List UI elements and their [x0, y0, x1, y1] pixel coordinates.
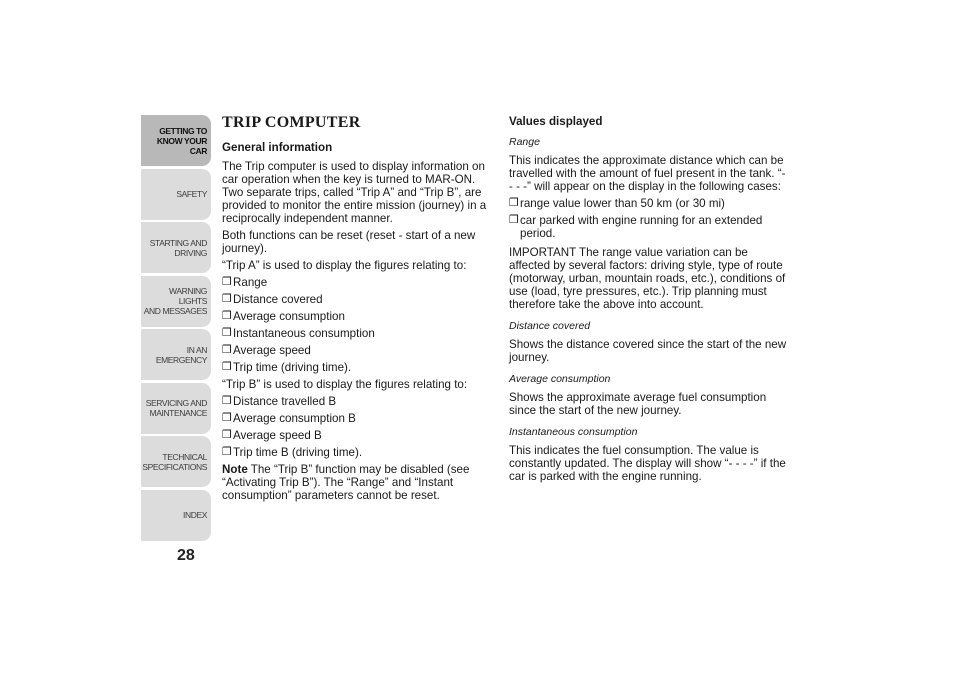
list-item-text: Average consumption — [233, 310, 345, 323]
range-subheading: Range — [509, 136, 540, 148]
general-paragraph-1: The Trip computer is used to display information on car operation when the key is turned to MAR-ON. Two separate trips, called “Trip A” and “Trip B”, are provided to monitor the entire mission (journey) in a reciprocally independent manner. — [222, 160, 487, 225]
list-item — [222, 446, 490, 459]
list-item — [222, 276, 490, 289]
list-item — [222, 293, 490, 306]
list-item — [222, 361, 490, 374]
list-item — [509, 197, 789, 210]
checkbox-bullet-icon: ❒ — [222, 276, 232, 288]
note-paragraph — [222, 463, 490, 502]
right-column — [509, 112, 789, 487]
trip-b-intro: “Trip B” is used to display the figures relating to: — [222, 378, 468, 391]
list-item-text: Instantaneous consumption — [233, 327, 375, 340]
tab-technical-specifications[interactable]: TECHNICAL SPECIFICATIONS — [141, 436, 211, 487]
page-title: TRIP COMPUTER — [222, 114, 361, 131]
checkbox-bullet-icon: ❒ — [222, 412, 232, 424]
tab-index[interactable]: INDEX — [141, 490, 211, 541]
checkbox-bullet-icon: ❒ — [222, 310, 232, 322]
tab-starting-and-driving[interactable]: STARTING AND DRIVING — [141, 222, 211, 273]
list-item-text: car parked with engine running for an extended period. — [520, 214, 763, 240]
checkbox-bullet-icon: ❒ — [222, 429, 232, 441]
instantaneous-consumption-subheading: Instantaneous consumption — [509, 426, 638, 438]
distance-covered-paragraph: Shows the distance covered since the start of the new journey. — [509, 338, 787, 364]
important-paragraph: IMPORTANT The range value variation can be affected by several factors: driving style, type of route (motorway, urban, mountain roads, etc.), conditions of use (load, tyre pressures, etc.). Trip planning must therefore take the above into account. — [509, 246, 786, 311]
list-item-text: Trip time (driving time). — [233, 361, 352, 374]
tab-getting-to-know-your-car[interactable]: GETTING TO KNOW YOUR CAR — [141, 115, 211, 166]
tab-servicing[interactable]: SERVICING AND MAINTENANCE — [141, 383, 211, 434]
note-label: Note — [222, 463, 248, 476]
trip-a-intro: “Trip A” is used to display the figures relating to: — [222, 259, 467, 272]
checkbox-bullet-icon: ❒ — [509, 214, 519, 226]
range-paragraph: This indicates the approximate distance which can be travelled with the amount of fuel present in the tank. “- - - -” will appear on the display in the following cases: — [509, 154, 786, 193]
list-item-text: Trip time B (driving time). — [233, 446, 363, 459]
checkbox-bullet-icon: ❒ — [509, 197, 519, 209]
instantaneous-consumption-paragraph: This indicates the fuel consumption. The value is constantly updated. The display will show “- - - -” if the car is parked with the engine running. — [509, 444, 786, 483]
list-item — [222, 344, 490, 357]
list-item-text: Average speed B — [233, 429, 322, 442]
range-list — [509, 197, 789, 240]
checkbox-bullet-icon: ❒ — [222, 293, 232, 305]
general-information-heading: General information — [222, 141, 333, 154]
note-text: The “Trip B” function may be disabled (see “Activating Trip B”). The “Range” and “Instant consumption” parameters cannot be reset. — [222, 463, 470, 502]
list-item — [222, 395, 490, 408]
tab-safety[interactable]: SAFETY — [141, 169, 211, 220]
list-item — [222, 412, 490, 425]
values-displayed-heading: Values displayed — [509, 115, 603, 128]
list-item-text: Distance covered — [233, 293, 323, 306]
list-item — [222, 310, 490, 323]
checkbox-bullet-icon: ❒ — [222, 361, 232, 373]
list-item — [222, 327, 490, 340]
page-number: 28 — [177, 547, 195, 564]
list-item-text: Average consumption B — [233, 412, 356, 425]
checkbox-bullet-icon: ❒ — [222, 344, 232, 356]
trip-a-list — [222, 276, 490, 374]
checkbox-bullet-icon: ❒ — [222, 395, 232, 407]
list-item-text: Average speed — [233, 344, 311, 357]
list-item-text: range value lower than 50 km (or 30 mi) — [520, 197, 725, 210]
tab-warning-lights[interactable]: WARNING LIGHTS AND MESSAGES — [141, 276, 211, 327]
list-item — [222, 429, 490, 442]
checkbox-bullet-icon: ❒ — [222, 446, 232, 458]
left-column — [222, 112, 490, 506]
list-item-text: Range — [233, 276, 268, 289]
distance-covered-subheading: Distance covered — [509, 320, 591, 332]
trip-b-list — [222, 395, 490, 459]
tab-in-an-emergency[interactable]: IN AN EMERGENCY — [141, 329, 211, 380]
chapter-tabs — [141, 115, 211, 543]
average-consumption-paragraph: Shows the approximate average fuel consumption since the start of the new journey. — [509, 391, 767, 417]
general-paragraph-2: Both functions can be reset (reset - start of a new journey). — [222, 229, 476, 255]
checkbox-bullet-icon: ❒ — [222, 327, 232, 339]
list-item-text: Distance travelled B — [233, 395, 337, 408]
average-consumption-subheading: Average consumption — [509, 373, 611, 385]
list-item — [509, 214, 789, 240]
